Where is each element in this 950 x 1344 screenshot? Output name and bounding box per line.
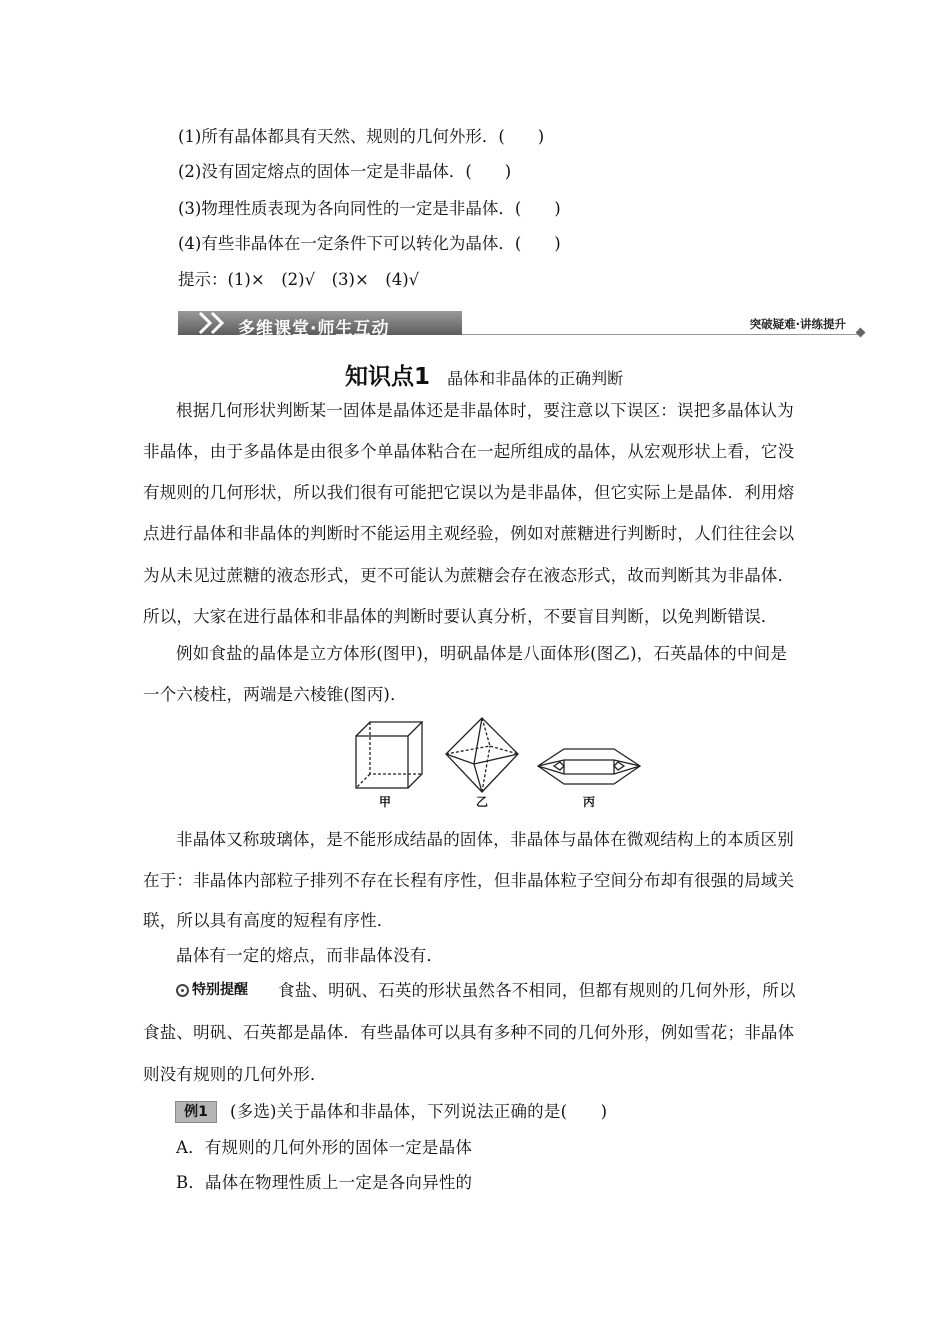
caption-yi: 乙 — [476, 795, 489, 809]
paragraph-1-line-1: 根据几何形状判断某一固体是晶体还是非晶体时，要注意以下误区：误把多晶体认为 — [176, 401, 794, 420]
crystal-shapes — [350, 714, 650, 794]
paragraph-1-line-4: 点进行晶体和非晶体的判断时不能运用主观经验，例如对蔗糖进行判断时，人们往往会以 — [143, 524, 795, 543]
crystal-figure — [350, 714, 650, 812]
example-option-a: A．有规则的几何外形的固体一定是晶体 — [176, 1138, 473, 1157]
banner-bar — [178, 311, 462, 339]
special-note-line-3: 则没有规则的几何外形． — [143, 1065, 327, 1084]
banner-title: 多维课堂·师生互动 — [238, 319, 390, 339]
banner-right-label: 突破疑难·讲练提升 — [749, 317, 846, 331]
special-note-label-text: 特别提醒 — [192, 982, 248, 998]
cube-shape — [356, 722, 422, 788]
example-question: (多选)关于晶体和非晶体，下列说法正确的是( ) — [230, 1102, 608, 1121]
chevron-arrows-icon — [182, 311, 238, 335]
paragraph-2-line-2: 一个六棱柱，两端是六棱锥(图丙)． — [143, 685, 407, 704]
special-note-line-1: 食盐、明矾、石英的形状虽然各不相同，但都有规则的几何外形，所以 — [278, 981, 796, 1000]
knowledge-point-heading — [345, 358, 623, 391]
caption-bing: 丙 — [583, 795, 596, 809]
octahedron-shape — [446, 718, 518, 792]
paragraph-2-line-1: 例如食盐的晶体是立方体形(图甲)，明矾晶体是八面体形(图乙)，石英晶体的中间是 — [176, 644, 788, 663]
caption-jia: 甲 — [379, 795, 392, 809]
note-icon — [176, 984, 189, 997]
question-4: (4)有些非晶体在一定条件下可以转化为晶体．( ) — [178, 234, 561, 253]
section-banner — [178, 308, 864, 338]
knowledge-point-title: 晶体和非晶体的正确判断 — [447, 369, 624, 388]
banner-rule — [462, 334, 862, 335]
paragraph-1-line-3: 有规则的几何形状，所以我们很有可能把它误以为是非晶体，但它实际上是晶体．利用熔 — [143, 483, 795, 502]
paragraph-1-line-6: 所以，大家在进行晶体和非晶体的判断时要认真分析，不要盲目判断，以免判断错误． — [143, 607, 778, 626]
quartz-shape — [538, 749, 640, 784]
example-option-b: B．晶体在物理性质上一定是各向异性的 — [176, 1173, 473, 1192]
paragraph-3-line-1: 非晶体又称玻璃体，是不能形成结晶的固体，非晶体与晶体在微观结构上的本质区别 — [176, 830, 794, 849]
paragraph-3-line-3: 联，所以具有高度的短程有序性． — [143, 911, 394, 930]
question-2: (2)没有固定熔点的固体一定是非晶体．( ) — [178, 162, 512, 181]
paragraph-4: 晶体有一定的熔点，而非晶体没有． — [176, 946, 444, 965]
example-badge: 例1 — [175, 1101, 217, 1123]
diamond-icon — [856, 328, 866, 338]
question-3: (3)物理性质表现为各向同性的一定是非晶体．( ) — [178, 199, 561, 218]
special-note-line-2: 食盐、明矾、石英都是晶体．有些晶体可以具有多种不同的几何外形，例如雪花；非晶体 — [143, 1023, 795, 1042]
question-1: (1)所有晶体都具有天然、规则的几何外形．( ) — [178, 127, 545, 146]
paragraph-1-line-2: 非晶体，由于多晶体是由很多个单晶体粘合在一起所组成的晶体，从宏观形状上看，它没 — [143, 442, 795, 461]
knowledge-point-label: 知识点1 — [345, 364, 431, 390]
paragraph-1-line-5: 为从未见过蔗糖的液态形式，更不可能认为蔗糖会存在液态形式，故而判断其为非晶体． — [143, 566, 795, 585]
hint-answers: 提示：(1)× (2)√ (3)× (4)√ — [178, 270, 420, 289]
special-note-label — [176, 979, 248, 999]
paragraph-3-line-2: 在于：非晶体内部粒子排列不存在长程有序性，但非晶体粒子空间分布却有很强的局域关 — [143, 871, 795, 890]
